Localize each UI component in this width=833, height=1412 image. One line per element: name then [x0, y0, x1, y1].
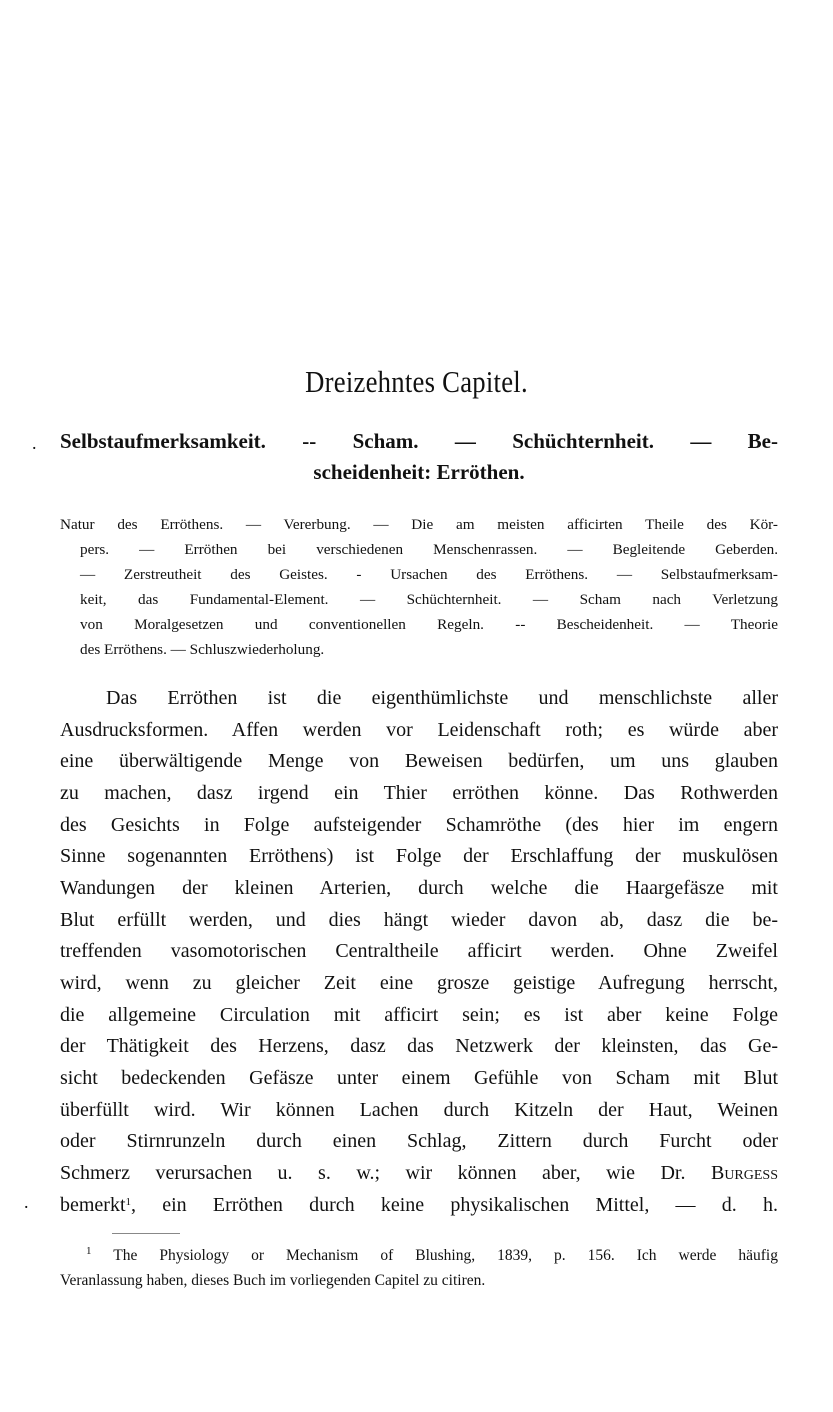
- summary-line: keit, das Fundamental-Element. — Schüchternheit. — Scham nach Verletzung: [80, 591, 778, 608]
- footnote: [60, 1243, 778, 1293]
- body-line: Ausdrucksformen. Affen werden vor Leidenschaft roth; es würde aber: [60, 718, 778, 741]
- footnote-mark: 1: [86, 1245, 92, 1257]
- chapter-summary: [60, 512, 778, 662]
- body-line-text: bemerkt: [60, 1193, 126, 1216]
- body-line: oder Stirnrunzeln durch einen Schlag, Zittern durch Furcht oder: [60, 1130, 778, 1153]
- subtitle-line: Selbstaufmerksamkeit. -- Scham. — Schüchternheit. — Be-: [60, 429, 778, 453]
- chapter-title: Dreizehntes Capitel.: [305, 364, 528, 399]
- footnote-line: Veranlassung haben, dieses Buch im vorliegenden Capitel zu citiren.: [60, 1272, 486, 1289]
- body-line: treffenden vasomotorischen Centraltheile afficirt werden. Ohne Zweifel: [60, 940, 778, 963]
- margin-dot: .: [24, 1192, 29, 1212]
- summary-line: des Erröthens. — Schluszwiederholung.: [80, 641, 325, 658]
- footnote-reference[interactable]: 1: [125, 1195, 132, 1208]
- body-line-text: , ein Erröthen durch keine physikalischen Mittel, — d. h.: [131, 1193, 778, 1216]
- summary-line: — Zerstreutheit des Geistes. - Ursachen des Erröthens. — Selbstaufmerksam-: [80, 566, 778, 583]
- body-line: der Thätigkeit des Herzens, dasz das Netzwerk der kleinsten, das Ge-: [60, 1035, 778, 1058]
- body-line: Das Erröthen ist die eigenthümlichste und menschlichste aller: [106, 687, 778, 709]
- body-line: Blut erfüllt werden, und dies hängt wieder davon ab, dasz die be-: [60, 908, 778, 931]
- body-line: zu machen, dasz irgend ein Thier erröthen könne. Das Rothwerden: [60, 781, 778, 804]
- body-line-text: Schmerz verursachen u. s. w.; wir können aber, wie Dr.: [60, 1161, 686, 1184]
- footnote-line: [60, 1243, 778, 1268]
- body-line: des Gesichts in Folge aufsteigender Schamröthe (des hier im engern: [60, 813, 778, 836]
- summary-line: von Moralgesetzen und conventionellen Regeln. -- Bescheidenheit. — Theorie: [80, 616, 778, 633]
- summary-line: Natur des Erröthens. — Vererbung. — Die am meisten afficirten Theile des Kör-: [60, 516, 778, 533]
- summary-line: pers. — Erröthen bei verschiedenen Menschenrassen. — Begleitende Geberden.: [80, 541, 778, 558]
- body-line: Sinne sogenannten Erröthens) ist Folge der Erschlaffung der muskulösen: [60, 845, 778, 868]
- body-line: überfüllt wird. Wir können Lachen durch Kitzeln der Haut, Weinen: [60, 1098, 778, 1121]
- body-line: [60, 1190, 778, 1222]
- footnote-text: The Physiology or Mechanism of Blushing, 1839, p. 156. Ich werde häufig: [113, 1247, 778, 1264]
- footnote-divider: [112, 1233, 180, 1234]
- body-line: Wandungen der kleinen Arterien, durch welche die Haargefäsze mit: [60, 876, 778, 899]
- subtitle-line: scheidenheit: Erröthen.: [313, 460, 525, 484]
- author-name: Burgess: [710, 1161, 779, 1184]
- body-line: wird, wenn zu gleicher Zeit eine grosze geistige Aufregung herrscht,: [60, 971, 778, 994]
- body-line: eine überwältigende Menge von Beweisen bedürfen, um uns glauben: [60, 750, 778, 773]
- chapter-subtitle: [60, 426, 778, 488]
- margin-dot: .: [32, 433, 37, 453]
- body-line: [60, 1158, 778, 1190]
- body-line: die allgemeine Circulation mit afficirt sein; es ist aber keine Folge: [60, 1003, 778, 1026]
- body-line: sicht bedeckenden Gefäsze unter einem Gefühle von Scham mit Blut: [60, 1066, 778, 1089]
- body-paragraph: [60, 683, 778, 1221]
